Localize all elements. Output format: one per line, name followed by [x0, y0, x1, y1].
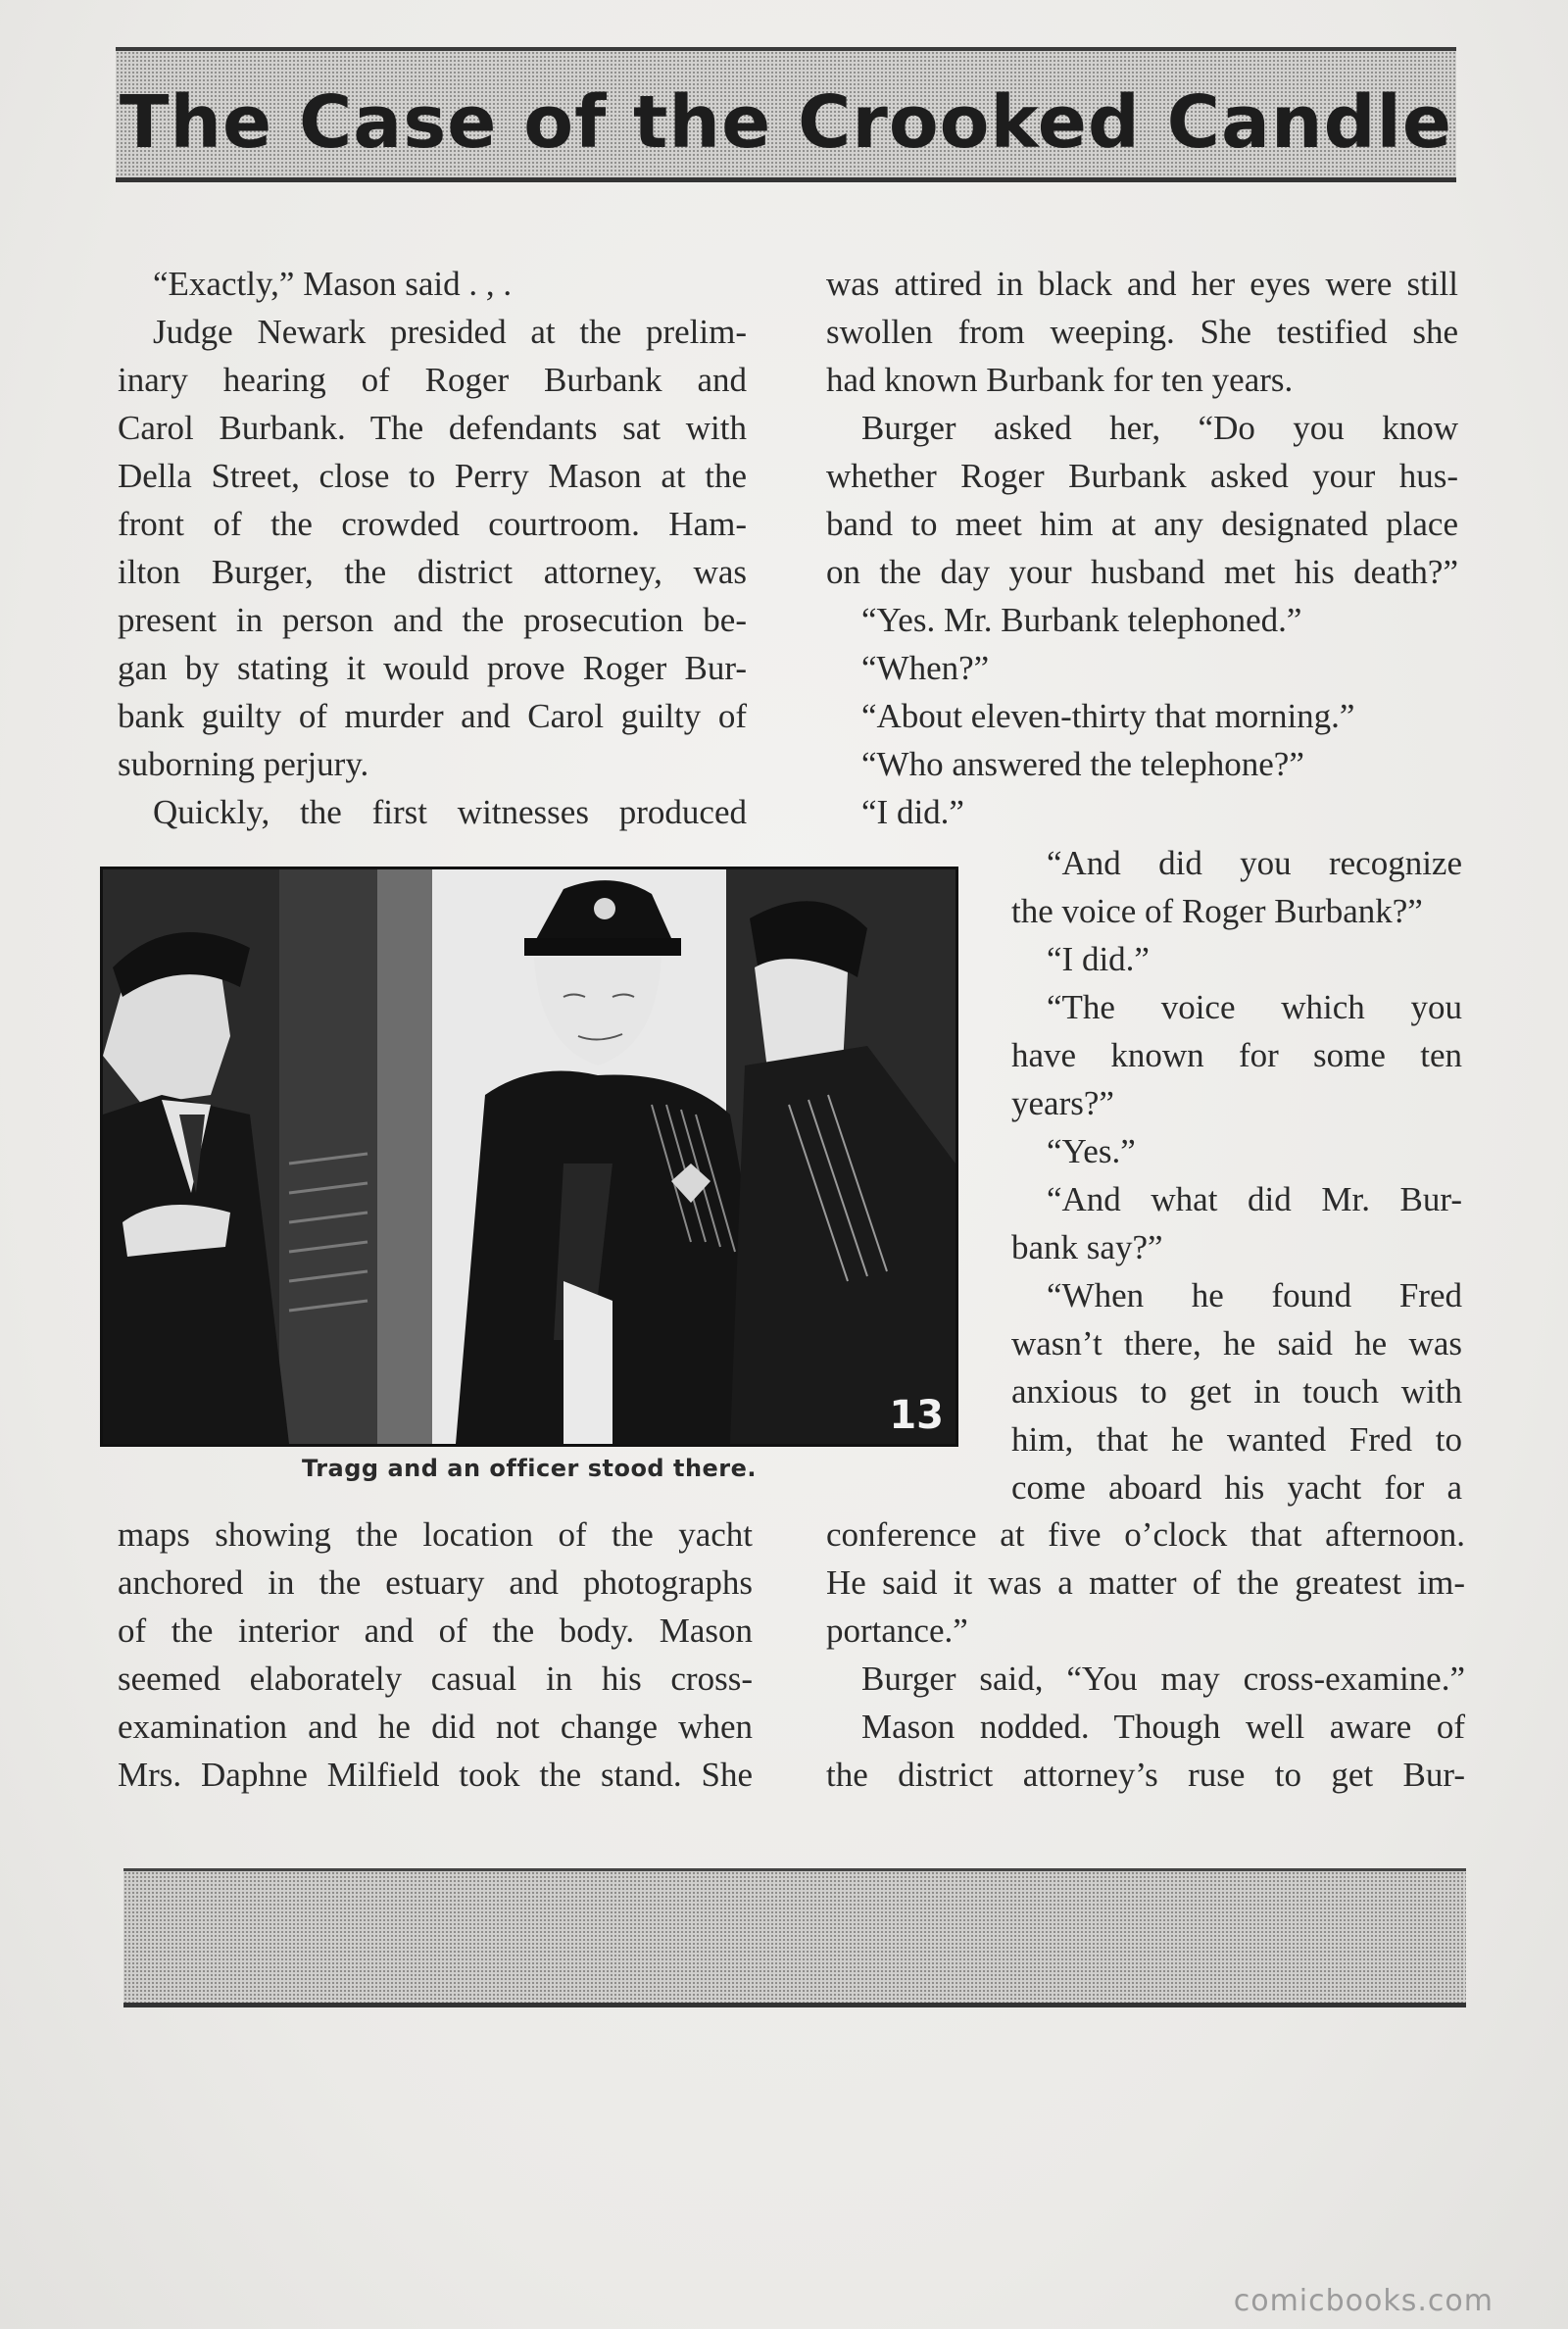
text-line: portance.”	[826, 1611, 968, 1650]
text-line: whether Roger Burbank asked your hus-	[826, 457, 1458, 495]
text-line: him, that he wanted Fred to	[1011, 1420, 1462, 1459]
text-line: the voice of Roger Burbank?”	[1011, 892, 1423, 930]
text-line: Della Street, close to Perry Mason at the	[118, 457, 747, 495]
text-line: Burger asked her, “Do you know	[861, 409, 1458, 447]
text-line: present in person and the prosecution be-	[118, 601, 747, 639]
text-line: the district attorney’s ruse to get Bur-	[826, 1756, 1465, 1794]
text-line: seemed elaborately casual in his cross-	[118, 1660, 753, 1698]
illustration-artwork	[103, 869, 956, 1444]
text-line: inary hearing of Roger Burbank and	[118, 361, 747, 399]
bottom-banner	[123, 1868, 1466, 2007]
text-line: “Exactly,” Mason said . , .	[153, 265, 513, 303]
text-line: “About eleven-thirty that morning.”	[861, 697, 1355, 735]
text-line: have known for some ten	[1011, 1036, 1462, 1074]
right-column-top	[826, 260, 1458, 836]
text-line: of the interior and of the body. Mason	[118, 1611, 753, 1650]
text-line: front of the crowded courtroom. Ham-	[118, 505, 747, 543]
right-column-bottom	[826, 1511, 1465, 1799]
text-line: come aboard his yacht for a	[1011, 1468, 1462, 1507]
text-line: gan by stating it would prove Roger Bur-	[118, 649, 747, 687]
text-line: “When he found Fred	[1047, 1276, 1462, 1314]
text-line: He said it was a matter of the greatest im-	[826, 1563, 1465, 1602]
text-line: “And did you recognize	[1047, 844, 1462, 882]
text-line: “When?”	[861, 649, 990, 687]
text-line: on the day your husband met his death?”	[826, 553, 1458, 591]
text-line: “I did.”	[861, 793, 964, 831]
left-column-bottom	[118, 1511, 753, 1799]
text-line: “Yes. Mr. Burbank telephoned.”	[861, 601, 1302, 639]
text-line: band to meet him at any designated place	[826, 505, 1458, 543]
story-title: The Case of the Crooked Candle	[119, 80, 1453, 165]
text-line: bank say?”	[1011, 1228, 1163, 1266]
text-line: wasn’t there, he said he was	[1011, 1324, 1462, 1363]
text-line: Mason nodded. Though well aware of	[861, 1708, 1465, 1746]
text-line: conference at five o’clock that afternoon.	[826, 1515, 1465, 1554]
text-line: was attired in black and her eyes were still	[826, 265, 1458, 303]
story-illustration	[100, 867, 958, 1447]
text-line: “The voice which you	[1047, 988, 1462, 1026]
text-line: anchored in the estuary and photographs	[118, 1563, 753, 1602]
left-column-top	[118, 260, 747, 836]
text-line: swollen from weeping. She testified she	[826, 313, 1458, 351]
text-line: anxious to get in touch with	[1011, 1372, 1462, 1411]
text-line: suborning perjury.	[118, 745, 369, 783]
text-line: ilton Burger, the district attorney, was	[118, 553, 747, 591]
text-line: Judge Newark presided at the prelim-	[153, 313, 747, 351]
watermark: comicbooks.com	[1233, 2284, 1494, 2318]
text-line: Burger said, “You may cross-examine.”	[861, 1660, 1465, 1698]
text-line: Quickly, the first witnesses produced	[153, 793, 747, 831]
illustration-caption: Tragg and an officer stood there.	[301, 1455, 758, 1482]
title-banner	[116, 47, 1456, 182]
text-line: Carol Burbank. The defendants sat with	[118, 409, 747, 447]
text-line: had known Burbank for ten years.	[826, 361, 1294, 399]
text-line: “Yes.”	[1047, 1132, 1136, 1170]
text-line: bank guilty of murder and Carol guilty of	[118, 697, 747, 735]
text-line: “Who answered the telephone?”	[861, 745, 1304, 783]
text-line: examination and he did not change when	[118, 1708, 753, 1746]
text-line: “And what did Mr. Bur-	[1047, 1180, 1462, 1218]
right-column-narrow	[1011, 839, 1462, 1511]
panel-number: 13	[889, 1393, 944, 1438]
text-line: “I did.”	[1047, 940, 1150, 978]
text-line: Mrs. Daphne Milfield took the stand. She	[118, 1756, 753, 1794]
text-line: maps showing the location of the yacht	[118, 1515, 753, 1554]
text-line: years?”	[1011, 1084, 1114, 1122]
